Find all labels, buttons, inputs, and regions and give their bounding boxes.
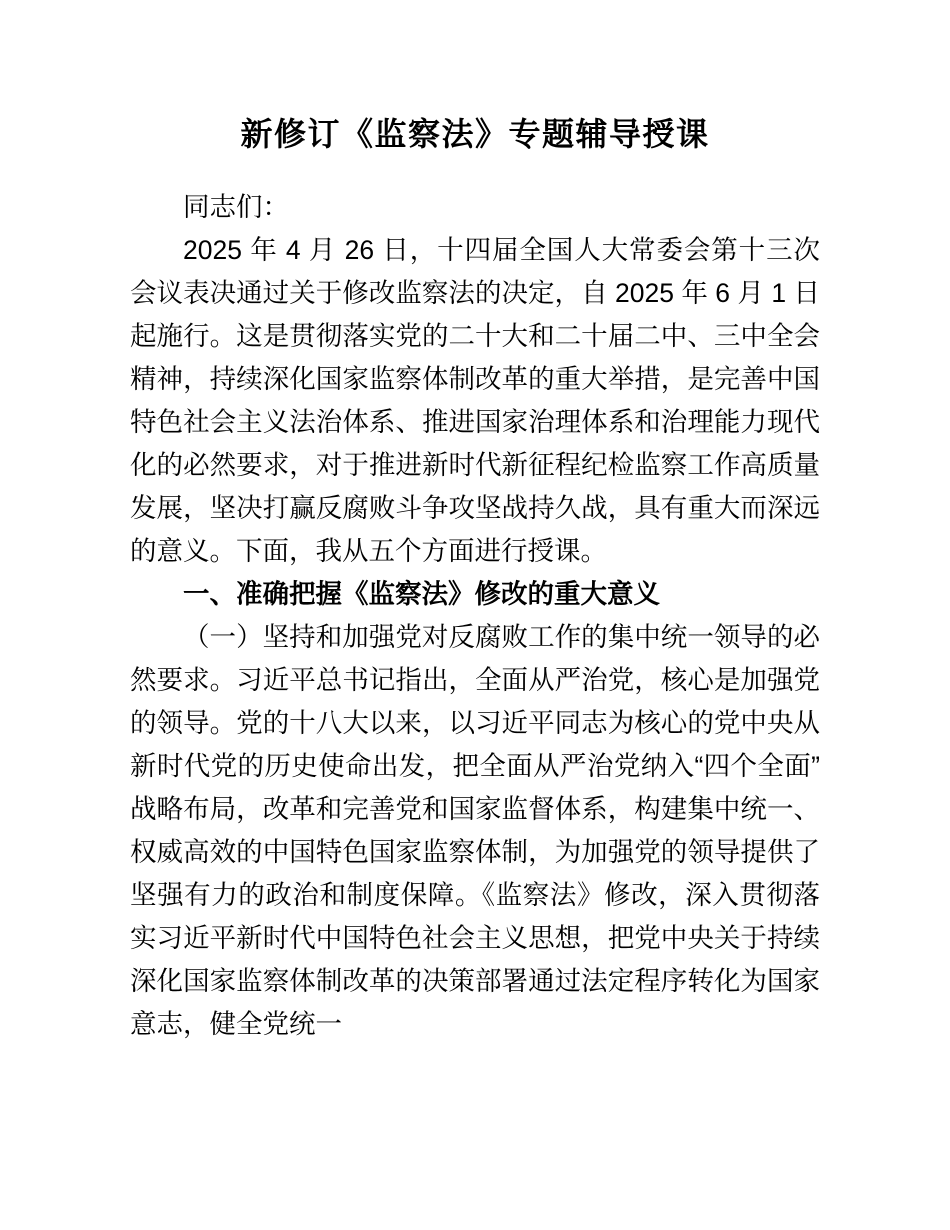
paragraph-subsection-one: （一）坚持和加强党对反腐败工作的集中统一领导的必然要求。习近平总书记指出，全面从严治党，核心是加强党的领导。党的十八大以来，以习近平同志为核心的党中央从新时代党的历史使命出发，把全面从严治党纳入“四个全面”战略布局，改革和完善党和国家监督体系，构建集中统一、权威高效的中国特色国家监察体制，为加强党的领导提供了坚强有力的政治和制度保障。《监察法》修改，深入贯彻落实习近平新时代中国特色社会主义思想，把党中央关于持续深化国家监察体制改革的决策部署通过法定程序转化为国家意志，健全党统一 <box>130 622 820 1039</box>
title-spacer <box>130 156 820 186</box>
document-content <box>130 0 820 1046</box>
paragraph-opening: 2025 年 4 月 26 日，十四届全国人大常委会第十三次会议表决通过关于修改监察法的决定，自 2025 年 6 月 1 日起施行。这是贯彻落实党的二十大和二十届二中、三中全会精神，持续深化国家监察体制改革的重大举措，是完善中国特色社会主义法治体系、推进国家治理体系和治理能力现代化的必然要求，对于推进新时代新征程纪检监察工作高质量发展，坚决打赢反腐败斗争攻坚战持久战，具有重大而深远的意义。下面，我从五个方面进行授课。 <box>130 235 820 566</box>
section-heading-one: 一、准确把握《监察法》修改的重大意义 <box>183 579 660 609</box>
greeting-line: 同志们： <box>183 192 289 222</box>
page-title: 新修订《监察法》专题辅导授课 <box>240 116 710 152</box>
